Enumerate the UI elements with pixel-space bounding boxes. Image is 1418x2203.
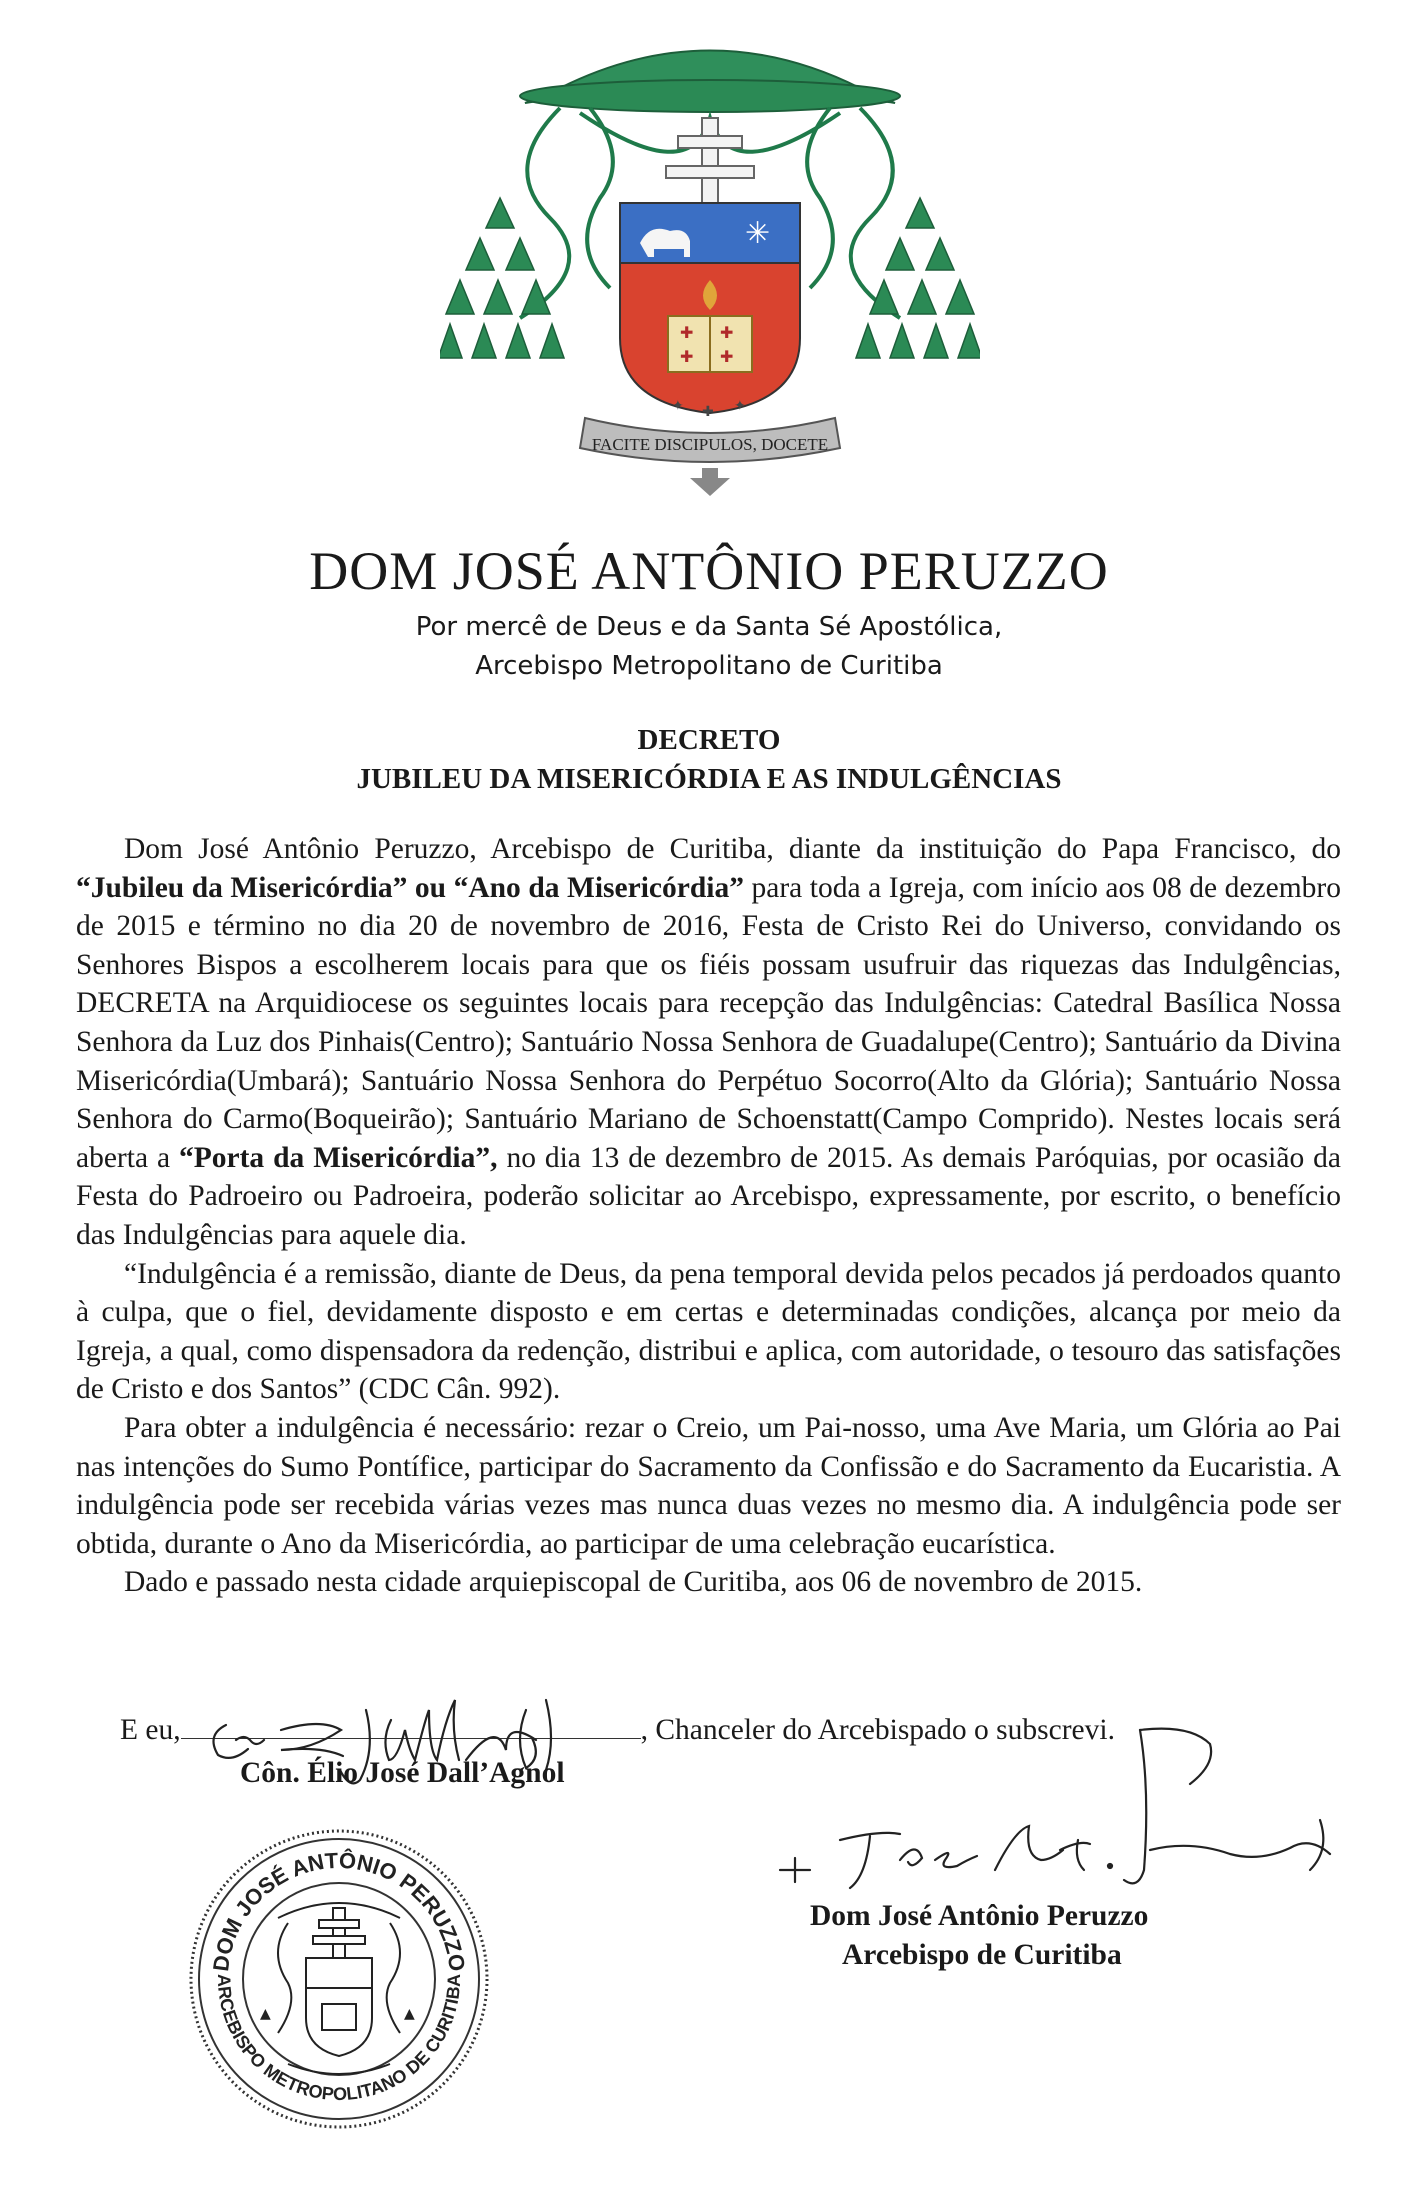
author-name: DOM JOSÉ ANTÔNIO PERUZZO <box>309 541 1109 601</box>
svg-text:✚: ✚ <box>702 404 714 420</box>
decree-body <box>76 830 1341 1602</box>
svg-text:✚: ✚ <box>720 323 734 342</box>
svg-text:✦: ✦ <box>672 398 684 414</box>
coat-of-arms-image <box>440 18 980 498</box>
svg-text:ARCEBISPO METROPOLITANO DE CUR: ARCEBISPO METROPOLITANO DE CURITIBA <box>213 1973 465 2105</box>
svg-text:✳: ✳ <box>745 216 771 251</box>
paragraph-2: “Indulgência é a remissão, diante de Deus, da pena temporal devida pelos pecados já perdoados quanto à culpa, que o fiel, devidamente disposto e em certas e determinadas condições, alcança por meio da Igreja, a qual, como dispensadora da redenção, distribui e aplica, com autoridade, o tesouro das satisfações de Cristo e dos Santos” (CDC Cân. 992). <box>76 1257 1341 1406</box>
paragraph-1: Dom José Antônio Peruzzo, Arcebispo de Curitiba, diante da instituição do Papa Francisco, do “Jubileu da Misericórdia” ou “Ano da Misericórdia” para toda a Igreja, com início aos 08 de dezembro de 2015 e término no dia 20 de novembro de 2016, Festa de Cristo Rei do Universo, convidando os Senhores Bispos a escolherem locais para que os fiéis possam usufruir das riquezas das Indulgências, DECRETA na Arquidiocese os seguintes locais para recepção das Indulgências: Catedral Basílica Nossa Senhora da Luz dos Pinhais(Centro); Santuário Nossa Senhora de Guadalupe(Centro); Santuário da Divina Misericórdia(Umbará); Santuário Nossa Senhora do Perpétuo Socorro(Alto da Glória); Santuário Nossa Senhora do Carmo(Boqueirão); Santuário Mariano de Schoenstatt(Campo Comprido). Nestes locais será aberta a “Porta da Misericórdia”, no dia 13 de dezembro de 2015. As demais Paróquias, por ocasião da Festa do Padroeiro ou Padroeira, poderão solicitar ao Arcebispo, expressamente, por escrito, o benefício das Indulgências para aquele dia. <box>76 833 1341 1251</box>
svg-text:DOM JOSÉ ANTÔNIO PERUZZO: DOM JOSÉ ANTÔNIO PERUZZO <box>208 1847 470 1973</box>
paragraph-4: Dado e passado nesta cidade arquiepiscopal de Curitiba, aos 06 de novembro de 2015. <box>124 1566 1143 1599</box>
paragraph-3: Para obter a indulgência é necessário: rezar o Creio, um Pai-nosso, uma Ave Maria, um Glória ao Pai nas intenções do Sumo Pontífice, participar do Sacramento da Confissão e do Sacramento da Eucaristia. A indulgência pode ser recebida várias vezes mas nunca duas vezes no mesmo dia. A indulgência pode ser obtida, durante o Ano da Misericórdia, ao participar de uma celebração eucarística. <box>76 1411 1341 1560</box>
decree-subtitle: JUBILEU DA MISERICÓRDIA E AS INDULGÊNCIAS <box>356 763 1062 795</box>
motto-text: FACITE DISCIPULOS, DOCETE <box>591 435 829 454</box>
svg-text:✚: ✚ <box>680 347 694 366</box>
svg-text:✚: ✚ <box>720 347 734 366</box>
svg-text:✦: ✦ <box>734 398 746 414</box>
author-subtitle-line2: Arcebispo Metropolitano de Curitiba <box>475 651 943 681</box>
author-subtitle-line1: Por mercê de Deus e da Santa Sé Apostólica, <box>415 612 1003 642</box>
official-seal-image <box>188 1828 490 2130</box>
shield-icon <box>620 203 800 413</box>
svg-text:✚: ✚ <box>680 323 694 342</box>
archbishop-name: Dom José Antônio Peruzzo <box>810 1900 1149 1932</box>
signature-blank <box>181 1714 641 1739</box>
archbishop-title: Arcebispo de Curitiba <box>842 1939 1122 1971</box>
svg-text:▲: ▲ <box>260 2006 271 2022</box>
svg-text:▲: ▲ <box>404 2006 415 2022</box>
decree-title: DECRETO <box>637 724 781 756</box>
chancellor-sign-line: E eu, , Chanceler do Arcebispado o subscrevi. <box>120 1714 1115 1746</box>
chancellor-name: Côn. Élio José Dall’Agnol <box>240 1757 565 1789</box>
